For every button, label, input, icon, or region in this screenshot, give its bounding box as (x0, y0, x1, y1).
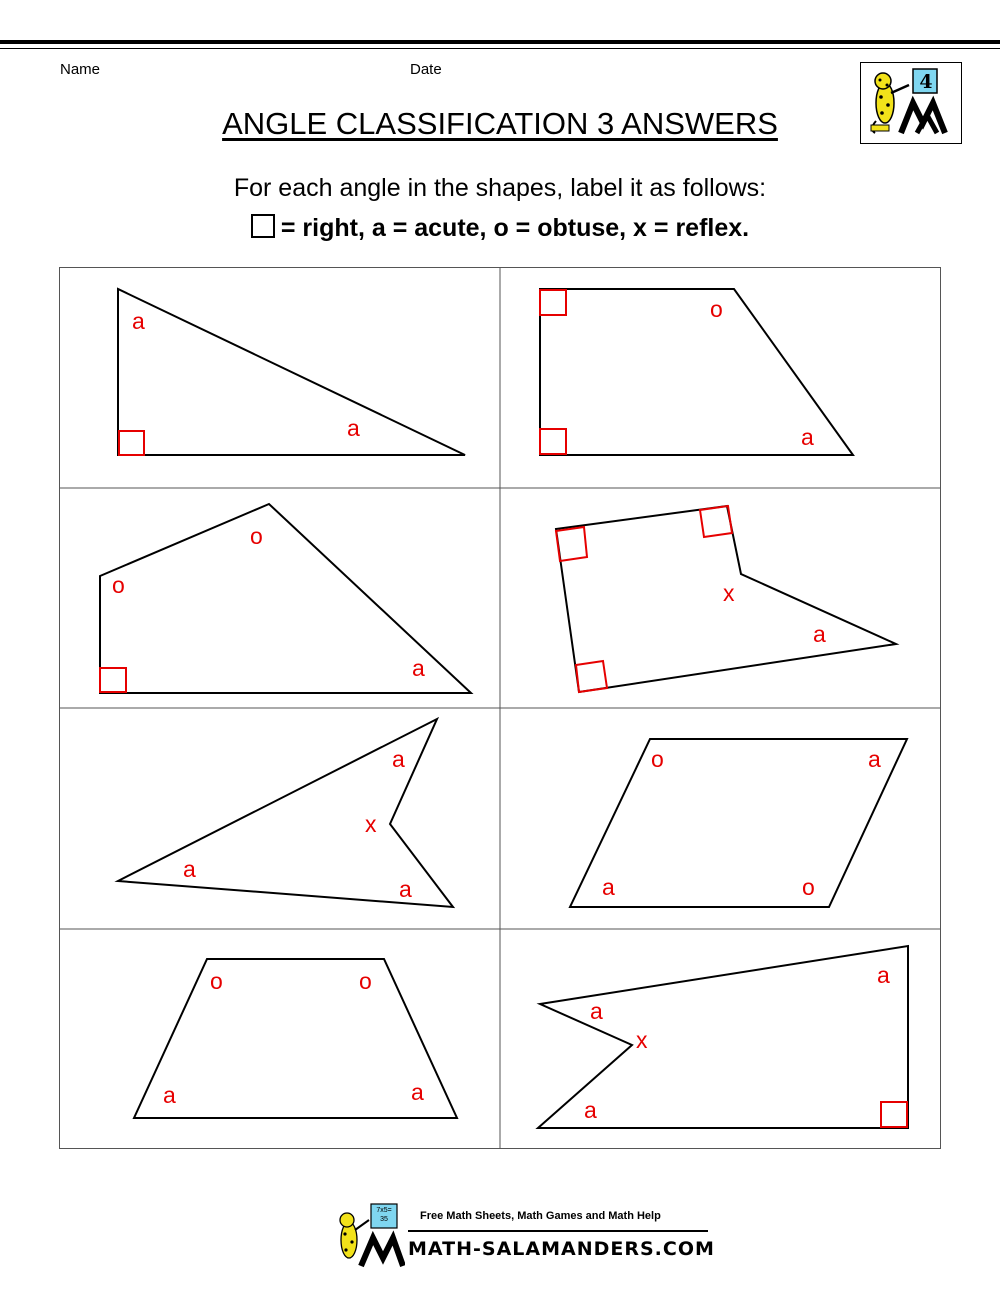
shape-3-label-o-left: o (112, 572, 125, 598)
shape-4-label-x: x (723, 580, 735, 606)
shape-8-label-a-bottom: a (584, 1097, 597, 1123)
shape-8-label-x: x (636, 1027, 648, 1053)
footer-logo (320, 1200, 720, 1270)
shape-1-label-a-right: a (347, 415, 360, 441)
name-label: Name (60, 61, 101, 78)
shape-2-label-a: a (801, 424, 814, 450)
shape-6-label-o-top: o (651, 746, 664, 772)
shape-4-label-a: a (813, 621, 826, 647)
shape-8-label-a-top: a (590, 998, 603, 1024)
legend-text: = right, a = acute, o = obtuse, x = reflex. (280, 214, 750, 242)
footer-divider (408, 1230, 708, 1232)
shape-5-label-a-bottom: a (399, 876, 412, 902)
top-rule-thin (0, 48, 1000, 49)
shape-3-label-o-top: o (250, 523, 263, 549)
shape-7-label-a-right: a (411, 1079, 424, 1105)
top-rule (0, 40, 1000, 44)
shape-4-pentagon (556, 506, 896, 692)
shape-5-label-a-left: a (183, 856, 196, 882)
shape-1-right-triangle (118, 289, 465, 455)
footer-sign-text: 7x5= 35 (376, 1207, 392, 1223)
shape-3-label-a: a (412, 655, 425, 681)
shape-7-label-a-left: a (163, 1082, 176, 1108)
shape-2-right-trapezoid (540, 289, 853, 455)
shape-2-label-o: o (710, 296, 723, 322)
shape-8-concave-pentagon (538, 946, 908, 1128)
date-label: Date (410, 61, 442, 78)
shape-6-label-a-bottom: a (602, 874, 615, 900)
shapes-grid (59, 267, 941, 1149)
shape-6-parallelogram (570, 739, 907, 907)
shape-7-label-o-right: o (359, 968, 372, 994)
shape-7-trapezoid (134, 959, 457, 1118)
footer-tagline: Free Math Sheets, Math Games and Math Help (420, 1210, 661, 1222)
shape-1-label-a-top: a (132, 308, 145, 334)
grade-number: 4 (919, 71, 933, 93)
shape-5-label-a-top: a (392, 746, 405, 772)
shape-5-label-x: x (365, 811, 377, 837)
shape-3-quadrilateral (100, 504, 471, 693)
shape-6-label-a-top: a (868, 746, 881, 772)
page-title: ANGLE CLASSIFICATION 3 ANSWERS (222, 106, 778, 141)
legend (0, 214, 1000, 243)
shape-8-label-a-right: a (877, 962, 890, 988)
footer-brand: MATH-SALAMANDERS.COM (408, 1238, 715, 1260)
right-angle-box-icon (251, 214, 275, 238)
shape-6-label-o-bottom: o (802, 874, 815, 900)
shape-7-label-o-left: o (210, 968, 223, 994)
shape-5-concave-quadrilateral (118, 719, 453, 907)
instructions: For each angle in the shapes, label it as follows: (233, 174, 767, 202)
